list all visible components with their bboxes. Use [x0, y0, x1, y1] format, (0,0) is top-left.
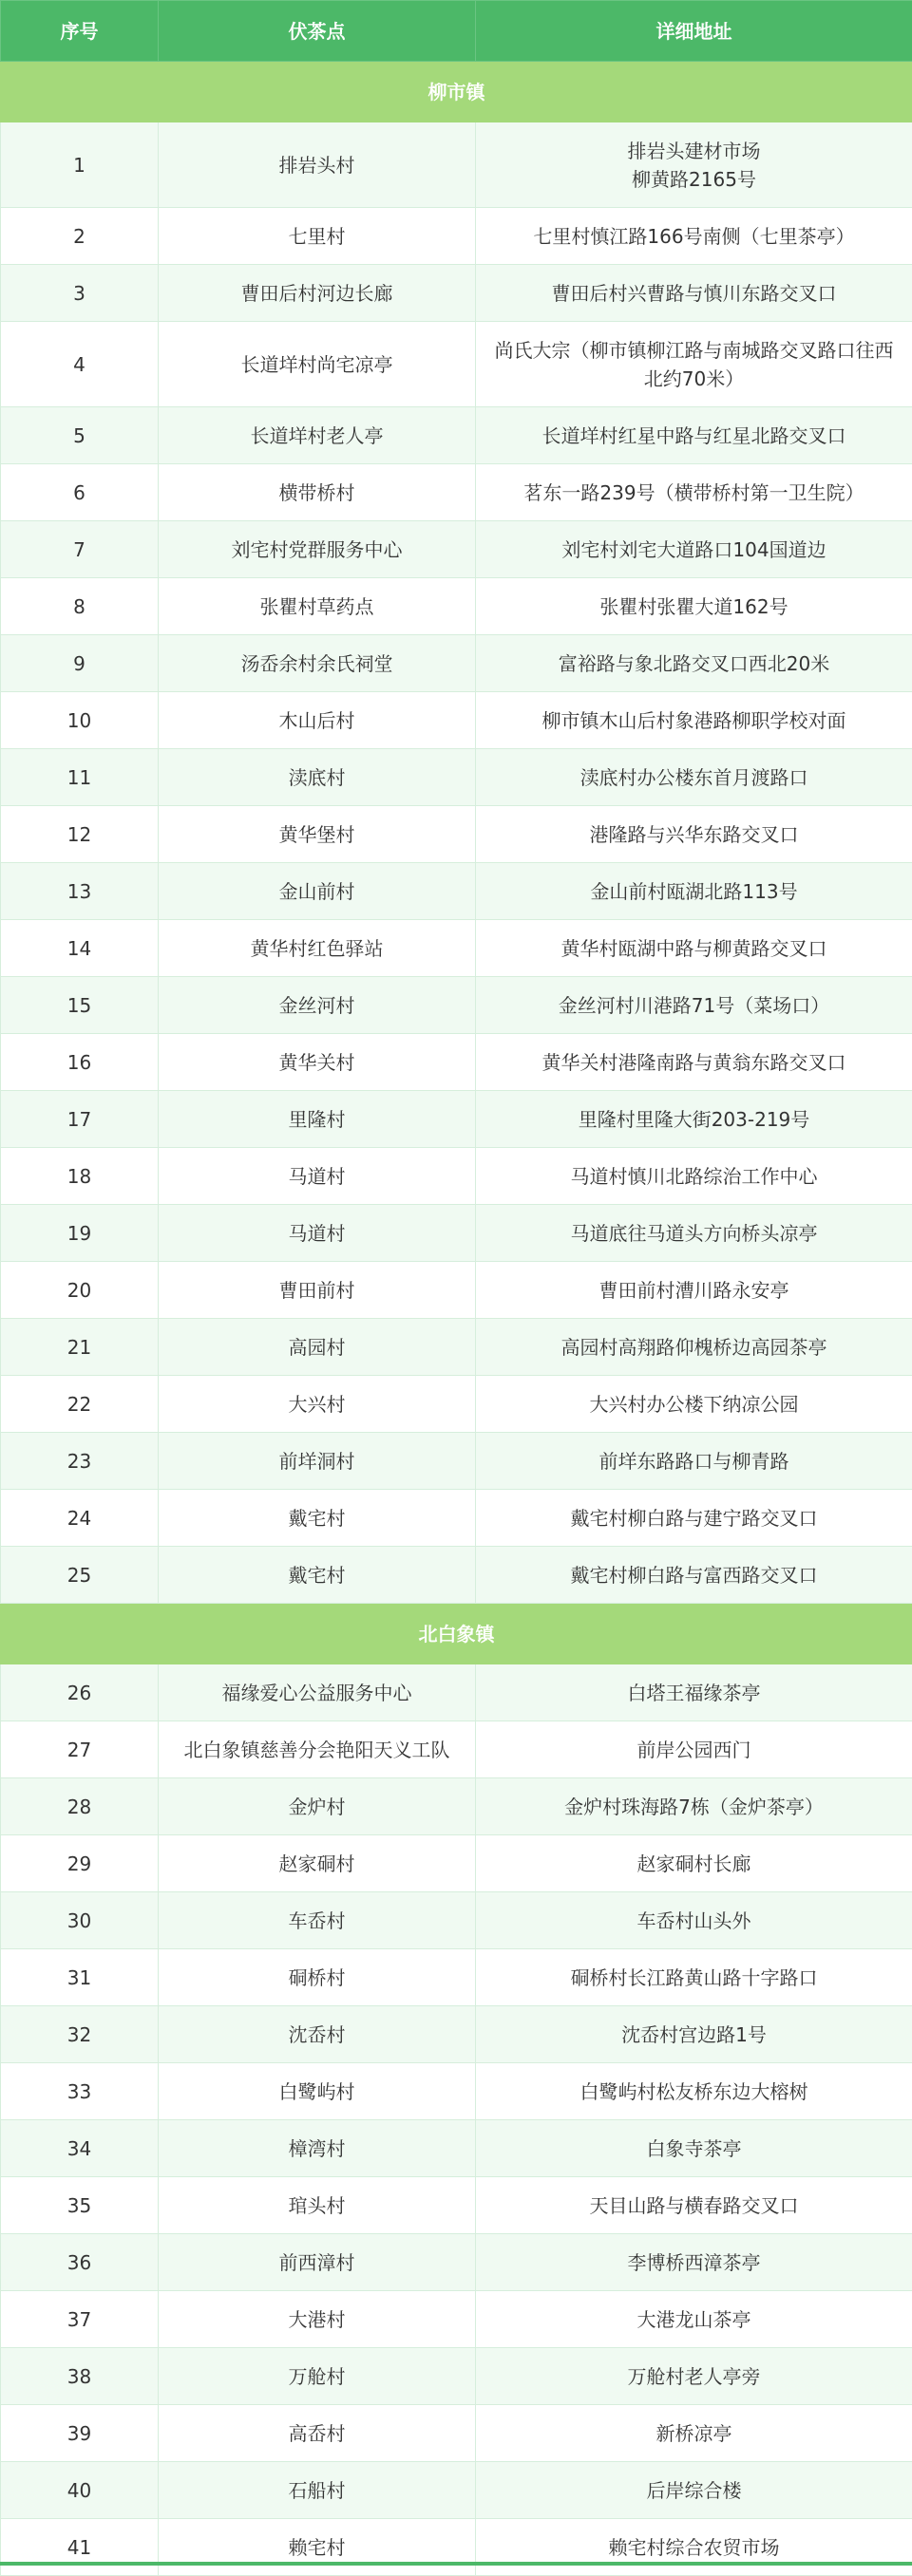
table-row [1, 578, 912, 635]
table-row [1, 2348, 912, 2405]
table-row [1, 1547, 912, 1604]
tea-point-name: 北白象镇慈善分会艳阳天义工队 [159, 1721, 476, 1778]
row-number: 31 [1, 1949, 159, 2006]
tea-point-name: 金丝河村 [159, 977, 476, 1034]
table-row [1, 1148, 912, 1205]
tea-point-address: 高园村高翔路仰槐桥边高园茶亭 [476, 1319, 912, 1376]
tea-point-address: 前垟东路路口与柳青路 [476, 1433, 912, 1490]
row-number: 24 [1, 1490, 159, 1547]
table-row [1, 863, 912, 920]
row-number: 29 [1, 1835, 159, 1892]
tea-point-name: 金山前村 [159, 863, 476, 920]
table-body [1, 62, 912, 2576]
tea-point-address: 排岩头建材市场 柳黄路2165号 [476, 122, 912, 208]
row-number: 11 [1, 749, 159, 806]
section-row [1, 1604, 912, 1664]
tea-point-name: 金炉村 [159, 1778, 476, 1835]
tea-point-address: 富裕路与象北路交叉口西北20米 [476, 635, 912, 692]
tea-point-address: 赵家硐村长廊 [476, 1835, 912, 1892]
tea-point-name: 车岙村 [159, 1892, 476, 1949]
row-number: 36 [1, 2234, 159, 2291]
row-number: 1 [1, 122, 159, 208]
tea-point-name: 大兴村 [159, 1376, 476, 1433]
tea-point-address: 曹田前村漕川路永安亭 [476, 1262, 912, 1319]
table-row [1, 1205, 912, 1262]
tea-point-address: 天目山路与横春路交叉口 [476, 2177, 912, 2234]
table-row [1, 1034, 912, 1091]
row-number: 39 [1, 2405, 159, 2462]
tea-point-address: 金炉村珠海路7栋（金炉茶亭） [476, 1778, 912, 1835]
header-number: 序号 [1, 1, 159, 62]
tea-point-name: 七里村 [159, 208, 476, 265]
tea-point-name: 硐桥村 [159, 1949, 476, 2006]
bottom-bar [0, 2562, 912, 2566]
tea-point-address: 刘宅村刘宅大道路口104国道边 [476, 521, 912, 578]
tea-point-address: 里隆村里隆大街203-219号 [476, 1091, 912, 1148]
row-number: 14 [1, 920, 159, 977]
tea-point-name: 黄华关村 [159, 1034, 476, 1091]
section-title: 柳市镇 [1, 62, 912, 122]
tea-point-address: 新桥凉亭 [476, 2405, 912, 2462]
tea-point-address: 戴宅村柳白路与富西路交叉口 [476, 1547, 912, 1604]
table-row [1, 2405, 912, 2462]
table-row [1, 2177, 912, 2234]
tea-point-address: 渎底村办公楼东首月渡路口 [476, 749, 912, 806]
row-number: 33 [1, 2063, 159, 2120]
tea-point-address: 柳市镇木山后村象港路柳职学校对面 [476, 692, 912, 749]
tea-point-address: 戴宅村柳白路与建宁路交叉口 [476, 1490, 912, 1547]
tea-point-name: 赖宅村 [159, 2519, 476, 2576]
table-row [1, 635, 912, 692]
tea-point-name: 戴宅村 [159, 1547, 476, 1604]
tea-point-address: 长道垟村红星中路与红星北路交叉口 [476, 407, 912, 464]
row-number: 30 [1, 1892, 159, 1949]
tea-point-address: 后岸综合楼 [476, 2462, 912, 2519]
tea-point-name: 马道村 [159, 1205, 476, 1262]
header-address: 详细地址 [476, 1, 912, 62]
tea-point-name: 前垟洞村 [159, 1433, 476, 1490]
tea-point-address: 万舱村老人亭旁 [476, 2348, 912, 2405]
tea-point-name: 沈岙村 [159, 2006, 476, 2063]
table-row [1, 1664, 912, 1721]
tea-point-address: 黄华村瓯湖中路与柳黄路交叉口 [476, 920, 912, 977]
row-number: 7 [1, 521, 159, 578]
tea-point-name: 曹田后村河边长廊 [159, 265, 476, 322]
row-number: 2 [1, 208, 159, 265]
table-row [1, 407, 912, 464]
tea-point-address: 七里村慎江路166号南侧（七里茶亭） [476, 208, 912, 265]
tea-point-address: 沈岙村宫边路1号 [476, 2006, 912, 2063]
row-number: 37 [1, 2291, 159, 2348]
table-row [1, 920, 912, 977]
row-number: 19 [1, 1205, 159, 1262]
table-row [1, 1262, 912, 1319]
table-row [1, 2006, 912, 2063]
tea-point-name: 汤岙余村余氏祠堂 [159, 635, 476, 692]
tea-point-address: 茗东一路239号（横带桥村第一卫生院） [476, 464, 912, 521]
row-number: 27 [1, 1721, 159, 1778]
table-row [1, 2063, 912, 2120]
row-number: 22 [1, 1376, 159, 1433]
tea-point-address: 赖宅村综合农贸市场 [476, 2519, 912, 2576]
tea-point-name: 排岩头村 [159, 122, 476, 208]
tea-point-name: 樟湾村 [159, 2120, 476, 2177]
tea-point-address: 黄华关村港隆南路与黄翁东路交叉口 [476, 1034, 912, 1091]
tea-point-address: 金丝河村川港路71号（菜场口） [476, 977, 912, 1034]
tea-point-name: 万舱村 [159, 2348, 476, 2405]
table-row [1, 208, 912, 265]
row-number: 38 [1, 2348, 159, 2405]
tea-point-name: 高园村 [159, 1319, 476, 1376]
tea-point-address: 前岸公园西门 [476, 1721, 912, 1778]
tea-point-address: 李博桥西漳茶亭 [476, 2234, 912, 2291]
row-number: 9 [1, 635, 159, 692]
tea-point-name: 戴宅村 [159, 1490, 476, 1547]
tea-point-name: 渎底村 [159, 749, 476, 806]
tea-point-address: 车岙村山头外 [476, 1892, 912, 1949]
tea-point-address: 金山前村瓯湖北路113号 [476, 863, 912, 920]
tea-point-name: 石船村 [159, 2462, 476, 2519]
row-number: 16 [1, 1034, 159, 1091]
tea-point-address: 尚氏大宗（柳市镇柳江路与南城路交叉路口往西北约70米） [476, 322, 912, 407]
table-row [1, 1892, 912, 1949]
tea-point-name: 刘宅村党群服务中心 [159, 521, 476, 578]
row-number: 17 [1, 1091, 159, 1148]
row-number: 5 [1, 407, 159, 464]
table-row [1, 692, 912, 749]
table-row [1, 265, 912, 322]
table-row [1, 2234, 912, 2291]
row-number: 25 [1, 1547, 159, 1604]
tea-point-name: 马道村 [159, 1148, 476, 1205]
tea-point-name: 黄华村红色驿站 [159, 920, 476, 977]
table-header [1, 1, 912, 62]
table-row [1, 464, 912, 521]
tea-point-name: 横带桥村 [159, 464, 476, 521]
tea-point-address: 张瞿村张瞿大道162号 [476, 578, 912, 635]
table-row [1, 1490, 912, 1547]
tea-point-address: 曹田后村兴曹路与慎川东路交叉口 [476, 265, 912, 322]
row-number: 20 [1, 1262, 159, 1319]
tea-point-name: 赵家硐村 [159, 1835, 476, 1892]
row-number: 35 [1, 2177, 159, 2234]
row-number: 41 [1, 2519, 159, 2576]
tea-point-name: 琯头村 [159, 2177, 476, 2234]
tea-point-address: 马道底往马道头方向桥头凉亭 [476, 1205, 912, 1262]
table-row [1, 1433, 912, 1490]
row-number: 34 [1, 2120, 159, 2177]
row-number: 12 [1, 806, 159, 863]
tea-point-name: 木山后村 [159, 692, 476, 749]
tea-point-name: 大港村 [159, 2291, 476, 2348]
tea-point-name: 张瞿村草药点 [159, 578, 476, 635]
row-number: 40 [1, 2462, 159, 2519]
row-number: 26 [1, 1664, 159, 1721]
section-title: 北白象镇 [1, 1604, 912, 1664]
table-row [1, 2291, 912, 2348]
tea-point-name: 白鹭屿村 [159, 2063, 476, 2120]
tea-point-name: 里隆村 [159, 1091, 476, 1148]
table-row [1, 1949, 912, 2006]
table-row [1, 1319, 912, 1376]
table-row [1, 806, 912, 863]
table-row [1, 977, 912, 1034]
tea-point-name: 长道垟村老人亭 [159, 407, 476, 464]
tea-point-name: 黄华堡村 [159, 806, 476, 863]
table-row [1, 1376, 912, 1433]
tea-point-name: 长道垟村尚宅凉亭 [159, 322, 476, 407]
section-row [1, 62, 912, 122]
row-number: 32 [1, 2006, 159, 2063]
tea-point-name: 前西漳村 [159, 2234, 476, 2291]
row-number: 15 [1, 977, 159, 1034]
tea-point-address: 港隆路与兴华东路交叉口 [476, 806, 912, 863]
tea-point-name: 福缘爱心公益服务中心 [159, 1664, 476, 1721]
header-tea-point: 伏茶点 [159, 1, 476, 62]
table-row [1, 1778, 912, 1835]
row-number: 3 [1, 265, 159, 322]
row-number: 28 [1, 1778, 159, 1835]
tea-point-address: 白塔王福缘茶亭 [476, 1664, 912, 1721]
row-number: 13 [1, 863, 159, 920]
row-number: 21 [1, 1319, 159, 1376]
row-number: 8 [1, 578, 159, 635]
tea-point-address: 硐桥村长江路黄山路十字路口 [476, 1949, 912, 2006]
table-row [1, 1835, 912, 1892]
row-number: 18 [1, 1148, 159, 1205]
table-row [1, 122, 912, 208]
tea-point-name: 高岙村 [159, 2405, 476, 2462]
row-number: 10 [1, 692, 159, 749]
tea-point-address: 白象寺茶亭 [476, 2120, 912, 2177]
row-number: 23 [1, 1433, 159, 1490]
table-row [1, 2120, 912, 2177]
tea-point-address: 大兴村办公楼下纳凉公园 [476, 1376, 912, 1433]
row-number: 6 [1, 464, 159, 521]
row-number: 4 [1, 322, 159, 407]
table-row [1, 2519, 912, 2576]
tea-point-address: 马道村慎川北路综治工作中心 [476, 1148, 912, 1205]
table-row [1, 2462, 912, 2519]
table-row [1, 749, 912, 806]
table-row [1, 1091, 912, 1148]
tea-point-name: 曹田前村 [159, 1262, 476, 1319]
tea-point-address: 白鹭屿村松友桥东边大榕树 [476, 2063, 912, 2120]
table-row [1, 322, 912, 407]
table-row [1, 1721, 912, 1778]
tea-point-address: 大港龙山茶亭 [476, 2291, 912, 2348]
table-row [1, 521, 912, 578]
